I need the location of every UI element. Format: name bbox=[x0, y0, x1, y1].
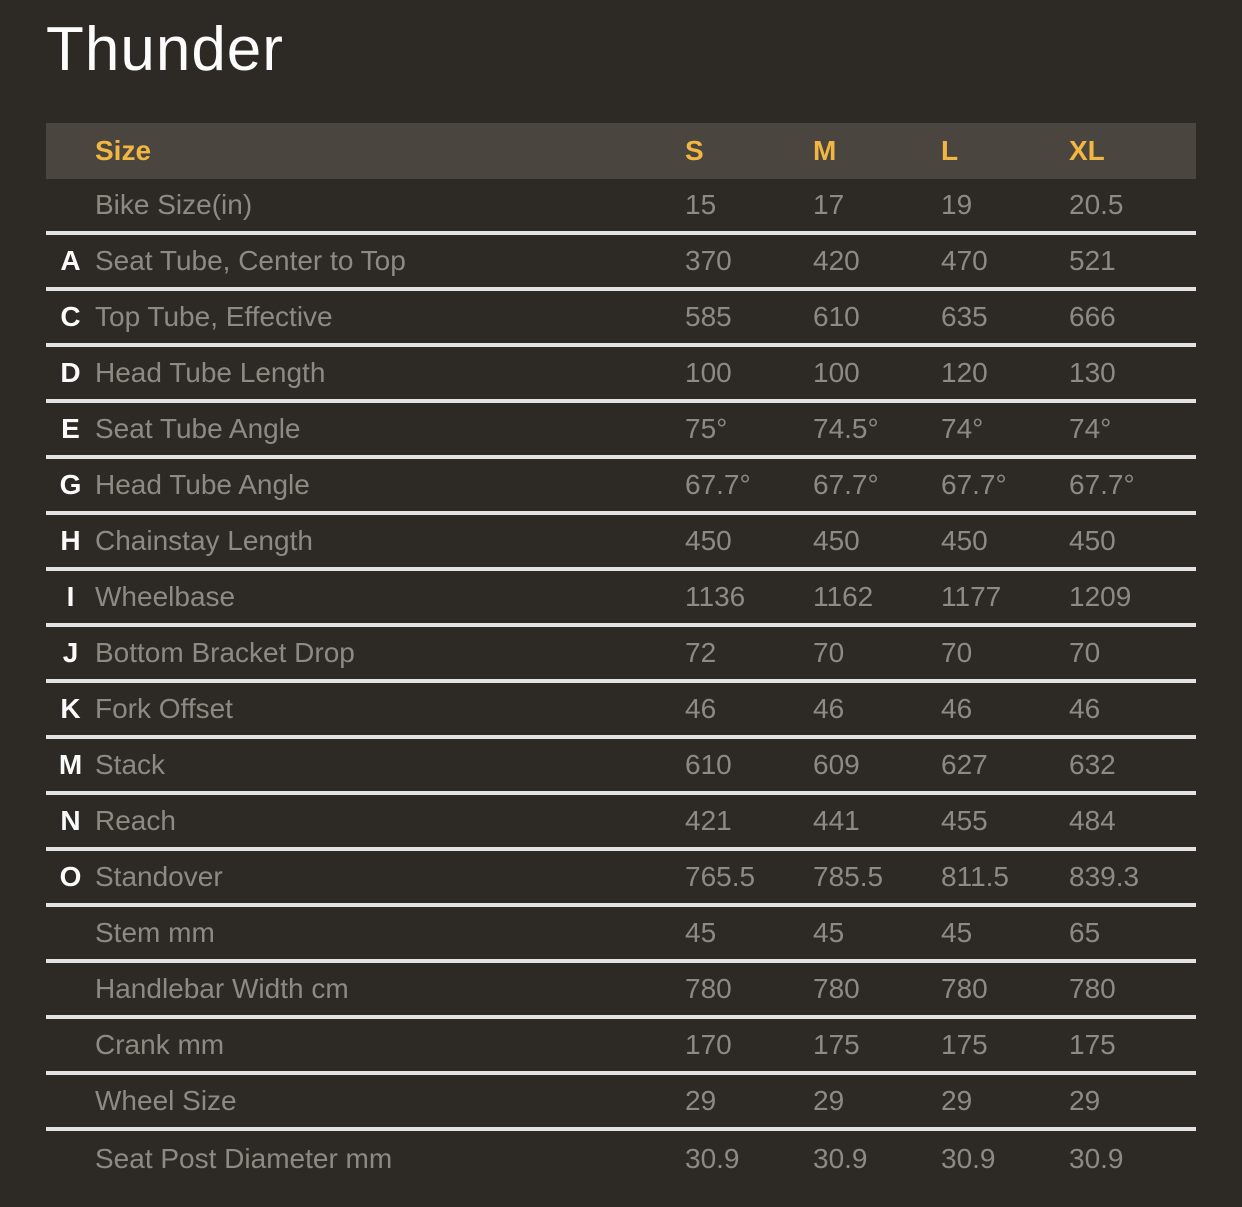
row-value: 484 bbox=[1069, 805, 1116, 836]
row-value: 46 bbox=[813, 693, 845, 724]
row-value: 780 bbox=[941, 973, 988, 1004]
row-value: 29 bbox=[1069, 1085, 1101, 1116]
row-value: 370 bbox=[685, 245, 732, 276]
row-value: 521 bbox=[1069, 245, 1116, 276]
spec-row bbox=[46, 683, 1196, 739]
spec-row bbox=[46, 1131, 1196, 1187]
spec-row bbox=[46, 1019, 1196, 1075]
row-value: 70 bbox=[941, 637, 973, 668]
row-label: Reach bbox=[95, 805, 176, 836]
column-header-s: S bbox=[685, 135, 704, 166]
row-value: 75° bbox=[685, 413, 728, 444]
row-value: 15 bbox=[685, 189, 717, 220]
row-label: Stem mm bbox=[95, 917, 215, 948]
row-letter: G bbox=[59, 469, 82, 500]
row-label: Stack bbox=[95, 749, 166, 780]
row-letter: I bbox=[66, 581, 75, 612]
row-value: 45 bbox=[813, 917, 845, 948]
column-header-xl: XL bbox=[1069, 135, 1105, 166]
row-value: 450 bbox=[685, 525, 732, 556]
row-value: 67.7° bbox=[813, 469, 879, 500]
spec-row bbox=[46, 907, 1196, 963]
row-value: 45 bbox=[685, 917, 717, 948]
row-value: 74.5° bbox=[813, 413, 879, 444]
spec-row bbox=[46, 347, 1196, 403]
row-value: 441 bbox=[813, 805, 860, 836]
spec-row bbox=[46, 571, 1196, 627]
row-value: 1209 bbox=[1069, 581, 1132, 612]
table-body bbox=[46, 179, 1196, 1187]
row-value: 29 bbox=[813, 1085, 845, 1116]
row-letter: N bbox=[60, 805, 81, 836]
row-letter: D bbox=[60, 357, 81, 388]
row-value: 30.9 bbox=[1069, 1143, 1124, 1174]
row-value: 420 bbox=[813, 245, 860, 276]
row-value: 130 bbox=[1069, 357, 1116, 388]
row-value: 67.7° bbox=[941, 469, 1007, 500]
row-value: 175 bbox=[941, 1029, 988, 1060]
spec-row bbox=[46, 627, 1196, 683]
row-value: 19 bbox=[941, 189, 973, 220]
row-value: 72 bbox=[685, 637, 717, 668]
row-letter: J bbox=[62, 637, 79, 668]
column-header-m: M bbox=[813, 135, 837, 166]
row-value: 45 bbox=[941, 917, 973, 948]
row-value: 46 bbox=[1069, 693, 1101, 724]
row-label: Wheelbase bbox=[95, 581, 236, 612]
spec-row bbox=[46, 459, 1196, 515]
row-value: 29 bbox=[685, 1085, 717, 1116]
row-letter: A bbox=[60, 245, 81, 276]
row-value: 780 bbox=[685, 973, 732, 1004]
row-value: 635 bbox=[941, 301, 988, 332]
row-value: 170 bbox=[685, 1029, 732, 1060]
spec-row bbox=[46, 403, 1196, 459]
row-value: 470 bbox=[941, 245, 988, 276]
row-value: 46 bbox=[941, 693, 973, 724]
row-label: Top Tube, Effective bbox=[95, 301, 333, 332]
row-value: 74° bbox=[941, 413, 984, 444]
row-value: 17 bbox=[813, 189, 845, 220]
column-header-l: L bbox=[941, 135, 959, 166]
row-value: 1177 bbox=[941, 581, 1002, 612]
row-value: 780 bbox=[1069, 973, 1116, 1004]
row-value: 46 bbox=[685, 693, 717, 724]
row-label: Head Tube Length bbox=[95, 357, 326, 388]
row-value: 65 bbox=[1069, 917, 1101, 948]
row-letter: K bbox=[60, 693, 81, 724]
spec-row bbox=[46, 739, 1196, 795]
row-value: 450 bbox=[813, 525, 860, 556]
row-value: 632 bbox=[1069, 749, 1116, 780]
row-value: 70 bbox=[1069, 637, 1101, 668]
row-value: 765.5 bbox=[685, 861, 756, 892]
row-value: 839.3 bbox=[1069, 861, 1140, 892]
row-label: Fork Offset bbox=[95, 693, 233, 724]
spec-row bbox=[46, 795, 1196, 851]
row-value: 450 bbox=[1069, 525, 1116, 556]
row-value: 1162 bbox=[813, 581, 874, 612]
row-value: 20.5 bbox=[1069, 189, 1124, 220]
row-value: 609 bbox=[813, 749, 860, 780]
row-letter: E bbox=[61, 413, 80, 444]
row-value: 120 bbox=[941, 357, 988, 388]
spec-row bbox=[46, 515, 1196, 571]
spec-row bbox=[46, 291, 1196, 347]
column-header-size: Size bbox=[95, 135, 152, 166]
row-value: 610 bbox=[685, 749, 732, 780]
row-label: Chainstay Length bbox=[95, 525, 313, 556]
row-value: 67.7° bbox=[685, 469, 751, 500]
row-value: 175 bbox=[813, 1029, 860, 1060]
row-value: 74° bbox=[1069, 413, 1112, 444]
row-value: 780 bbox=[813, 973, 860, 1004]
row-label: Seat Tube, Center to Top bbox=[95, 245, 406, 276]
row-value: 30.9 bbox=[685, 1143, 740, 1174]
row-value: 70 bbox=[813, 637, 845, 668]
row-letter: M bbox=[58, 749, 83, 780]
row-letter: H bbox=[60, 525, 81, 556]
row-value: 1136 bbox=[685, 581, 746, 612]
row-label: Seat Post Diameter mm bbox=[95, 1143, 393, 1174]
row-value: 450 bbox=[941, 525, 988, 556]
row-value: 100 bbox=[685, 357, 732, 388]
row-label: Crank mm bbox=[95, 1029, 225, 1060]
spec-row bbox=[46, 963, 1196, 1019]
row-value: 100 bbox=[813, 357, 860, 388]
row-label: Wheel Size bbox=[95, 1085, 237, 1116]
row-letter: C bbox=[60, 301, 81, 332]
row-value: 175 bbox=[1069, 1029, 1116, 1060]
row-value: 666 bbox=[1069, 301, 1116, 332]
row-value: 811.5 bbox=[941, 861, 1009, 892]
row-value: 30.9 bbox=[941, 1143, 996, 1174]
spec-row bbox=[46, 235, 1196, 291]
row-label: Head Tube Angle bbox=[95, 469, 310, 500]
geometry-table bbox=[46, 123, 1196, 1187]
row-value: 585 bbox=[685, 301, 732, 332]
spec-row bbox=[46, 179, 1196, 235]
row-value: 455 bbox=[941, 805, 988, 836]
row-label: Handlebar Width cm bbox=[95, 973, 349, 1004]
row-value: 67.7° bbox=[1069, 469, 1135, 500]
row-value: 30.9 bbox=[813, 1143, 868, 1174]
row-value: 627 bbox=[941, 749, 988, 780]
row-label: Bottom Bracket Drop bbox=[95, 637, 355, 668]
row-value: 785.5 bbox=[813, 861, 884, 892]
row-value: 421 bbox=[685, 805, 732, 836]
header-row bbox=[46, 123, 1196, 179]
row-value: 29 bbox=[941, 1085, 973, 1116]
spec-row bbox=[46, 851, 1196, 907]
row-label: Bike Size(in) bbox=[95, 189, 253, 220]
row-letter: O bbox=[59, 861, 82, 892]
spec-row bbox=[46, 1075, 1196, 1131]
row-label: Standover bbox=[95, 861, 223, 892]
row-label: Seat Tube Angle bbox=[95, 413, 301, 444]
row-value: 610 bbox=[813, 301, 860, 332]
page-title: Thunder bbox=[46, 15, 284, 84]
